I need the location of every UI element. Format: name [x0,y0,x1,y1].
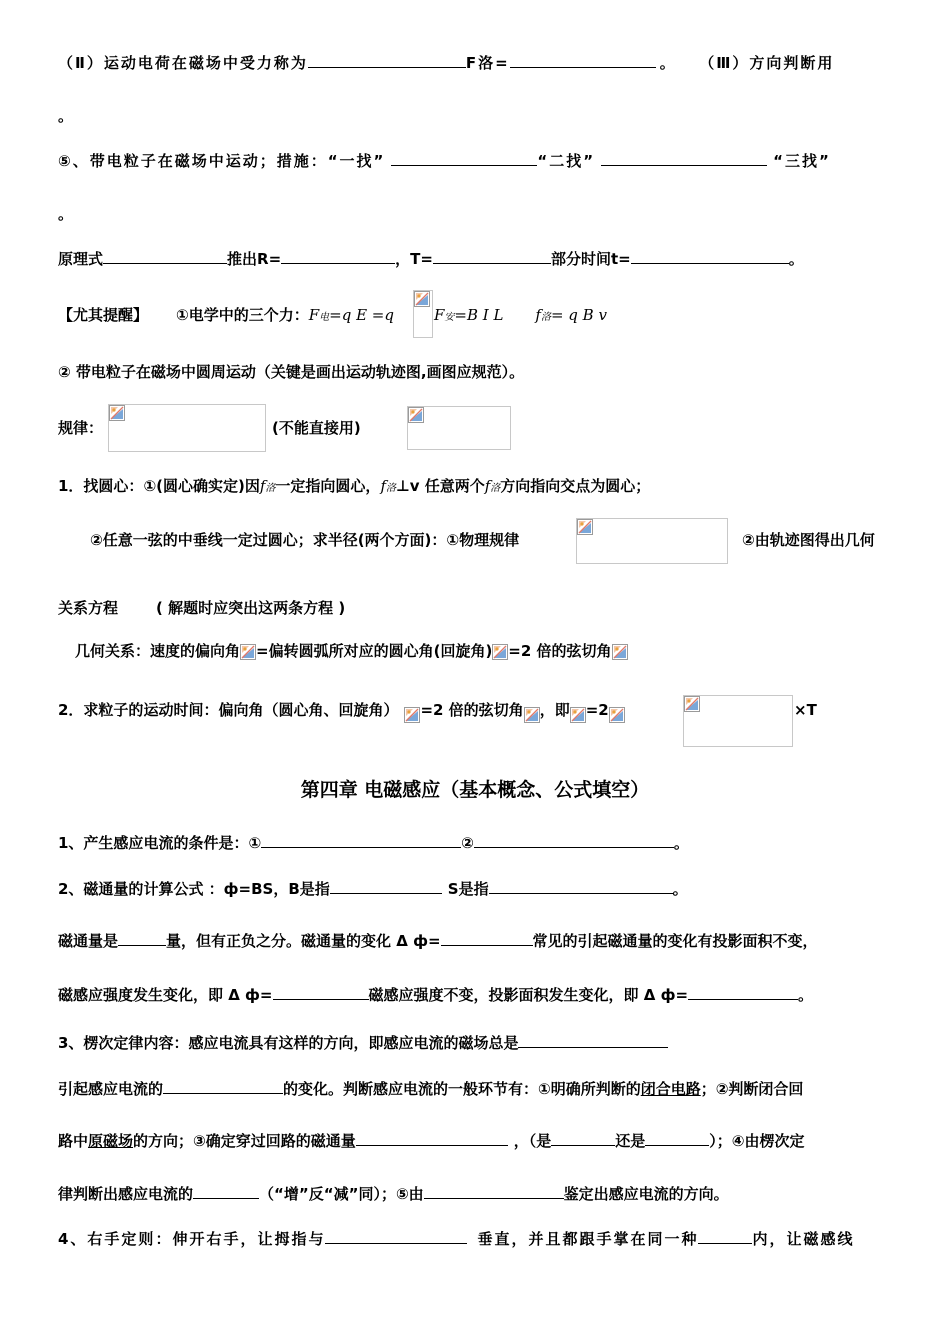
image-placeholder [683,695,793,747]
broken-image-icon [609,707,625,723]
broken-image-icon [612,644,628,660]
blank [424,1183,564,1199]
blank [163,1078,283,1094]
text-confirm-flux: 的方向；③确定穿过回路的磁通量 [133,1132,356,1150]
text-b-change: 磁感应强度发生变化，即 Δ ф= [58,986,273,1004]
text-period: 。 [673,834,689,852]
text-judge-closed: ；②判断闭合回 [700,1080,804,1098]
text-relation-equation: 关系方程 [58,599,119,617]
text-chord-angle: =2 倍的弦切角 [508,642,612,660]
line-find-center [58,476,650,499]
text-perpendicular-v: ⊥v 任意两个 [396,477,485,495]
text-lenz-step: ）；④由楞次定 [709,1132,805,1150]
broken-image-icon [414,291,430,307]
broken-image-icon [492,644,508,660]
formula-sub: 洛 [490,483,501,494]
blank [391,150,537,166]
blank [261,832,461,848]
text-force-name: （Ⅱ）运动电荷在磁场中受力称为 [58,54,308,72]
line-flux-quantity [58,930,818,951]
text-find-two: “二找” [537,152,596,170]
text-f-luo: F洛= [465,54,510,72]
blank [601,150,767,166]
line-circular-motion: ② 带电粒子在磁场中圆周运动（关键是画出运动轨迹图,画图应规范）。 [58,363,525,381]
text-flux-change: 量，但有正负之分。磁通量的变化 Δ ф= [166,932,441,950]
formula-f: f [484,477,491,495]
line-flux-change [58,984,813,1005]
line-formula [58,248,804,269]
text-reminder-label: 【尤其提醒】 [58,306,149,324]
line-motion-time [58,700,625,723]
text-direction-rule: （Ⅲ）方向判断用 [706,54,835,72]
formula-f: F [433,306,445,324]
image-placeholder [576,518,728,564]
formula-sub: 洛 [540,312,551,323]
formula-sub: 洛 [386,483,396,494]
blank [551,1130,615,1146]
blank [698,1228,752,1244]
broken-image-icon [109,405,125,421]
blank [688,984,798,1000]
text-judge-induced: 律判断出感应电流的 [58,1185,194,1203]
text-rule-label: 规律： [58,419,104,437]
text-center-angle: =偏转圆弧所对应的圆心角(回旋角) [256,642,493,660]
text-determine-direction: 鉴定出感应电流的方向。 [563,1185,729,1203]
line-reminder [58,305,607,328]
text-period: 。 [798,986,814,1004]
text-find-three: “三找” [773,152,831,170]
chapter-title: 第四章 电磁感应（基本概念、公式填空） [300,779,650,801]
formula-f: F [308,306,320,324]
text-flux-formula: 2、磁通量的计算公式 ：ф=BS，B是指 [58,880,330,898]
line-force-name [58,52,834,73]
blank [193,1183,259,1199]
broken-image-icon [240,644,256,660]
blank [281,248,395,264]
text-original-field: 原磁场 [88,1132,134,1150]
line-lenz-law [58,1032,668,1053]
text-field-lines: 内，让磁感线 [752,1230,855,1248]
formula-f: f [259,477,266,495]
text-period: 。 [788,250,804,268]
broken-image-icon [684,696,700,712]
text-cause-current: 引起感应电流的 [58,1080,164,1098]
text-period: 。 [672,880,688,898]
line-relation-equation [58,598,345,618]
text-deflection-angle: 几何关系：速度的偏向角 [75,642,241,660]
formula-sub: 洛 [265,483,276,494]
blank [474,832,674,848]
formula-ampere: =B I L [454,306,504,324]
blank [510,52,656,68]
blank [631,248,789,264]
text-induction-condition: 1、产生感应电流的条件是：① [58,834,262,852]
broken-image-icon [570,707,586,723]
blank [308,52,466,68]
text-partial-time: 部分时间t= [550,250,631,268]
line-original-field [58,1130,804,1151]
text-lenz-law: 3、楞次定律内容：感应电流具有这样的方向，即感应电流的磁场总是 [58,1034,519,1052]
text-find-one: ⑤、带电粒子在磁场中运动；措施：“一找” [58,152,386,170]
line-period: 。 [58,205,74,223]
text-find-center: 1．找圆心：①(圆心确实定)因 [58,477,260,495]
text-highlight-equations: ( 解题时应突出这两条方程 ) [156,599,346,617]
line-method [58,150,831,171]
image-placeholder [413,290,433,338]
text-that-is: ，即 [539,701,570,719]
text-double-chord-angle: =2 倍的弦切角 [420,701,524,719]
line-induced-direction [58,1183,729,1204]
text-geometry: ②由轨迹图得出几何 [742,531,875,549]
formula-sub: 安 [444,312,455,323]
broken-image-icon [408,407,424,423]
text-period: 。 [659,54,677,72]
text-right-hand-rule: 4、右手定则：伸开右手，让拇指与 [58,1230,326,1248]
blank [356,1130,508,1146]
formula-f: f [380,477,386,495]
line-flux-formula [58,878,688,899]
text-increase-decrease: （“增”反“减”同）；⑤由 [259,1185,424,1203]
blank [518,1032,668,1048]
text-in-circuit: 路中 [58,1132,89,1150]
line-period: 。 [58,107,74,125]
line-right-hand-rule [58,1228,854,1249]
formula-sub: 电 [319,312,330,323]
image-placeholder [108,404,266,452]
blank [645,1130,709,1146]
blank [118,930,166,946]
text-circle-two: ② [461,834,474,852]
text-derive-r: 推出R= [227,250,282,268]
text-principle: 原理式 [58,250,104,268]
line-induction-condition [58,832,689,853]
text-times-t: ×T [794,701,817,719]
text-period-t: ，T= [395,250,433,268]
text-perpendicular-palm: 垂直，并且都跟手掌在同一种 [477,1230,699,1248]
broken-image-icon [577,519,593,535]
formula-electric: =q E =q [329,306,394,324]
blank [325,1228,467,1244]
image-placeholder [407,406,511,450]
text-intersection: 方向指向交点为圆心； [500,477,651,495]
broken-image-icon [524,707,540,723]
line-cause-change [58,1078,803,1099]
text-or: 还是 [615,1132,646,1150]
text-equals-two: =2 [585,701,609,719]
blank [330,878,442,894]
formula-f: f [535,306,541,324]
text-closed-circuit: 闭合电路 [640,1080,701,1098]
text-perpendicular-bisector: ②任意一弦的中垂线一定过圆心；求半径(两个方面)：①物理规律 [90,531,520,549]
formula-lorentz: = q B v [550,306,607,324]
blank [433,248,551,264]
text-flux-is: 磁通量是 [58,932,119,950]
blank [103,248,227,264]
blank [273,984,369,1000]
broken-image-icon [404,707,420,723]
text-s-means: S是指 [447,880,489,898]
blank [489,878,673,894]
text-cannot-use-directly: (不能直接用) [272,419,361,437]
text-common-change: 常见的引起磁通量的变化有投影面积不变， [532,932,818,950]
blank [441,930,533,946]
line-geometry-relation [75,641,628,661]
text-area-change: 磁感应强度不变，投影面积发生变化，即 Δ ф= [368,986,689,1004]
text-is: ，（是 [513,1132,552,1150]
text-steps: 的变化。判断感应电流的一般环节有：①明确所判断的 [283,1080,641,1098]
text-three-forces: ①电学中的三个力： [176,306,309,324]
text-motion-time: 2．求粒子的运动时间：偏向角（圆心角、回旋角） [58,701,399,719]
text-toward-center: 一定指向圆心， [275,477,381,495]
